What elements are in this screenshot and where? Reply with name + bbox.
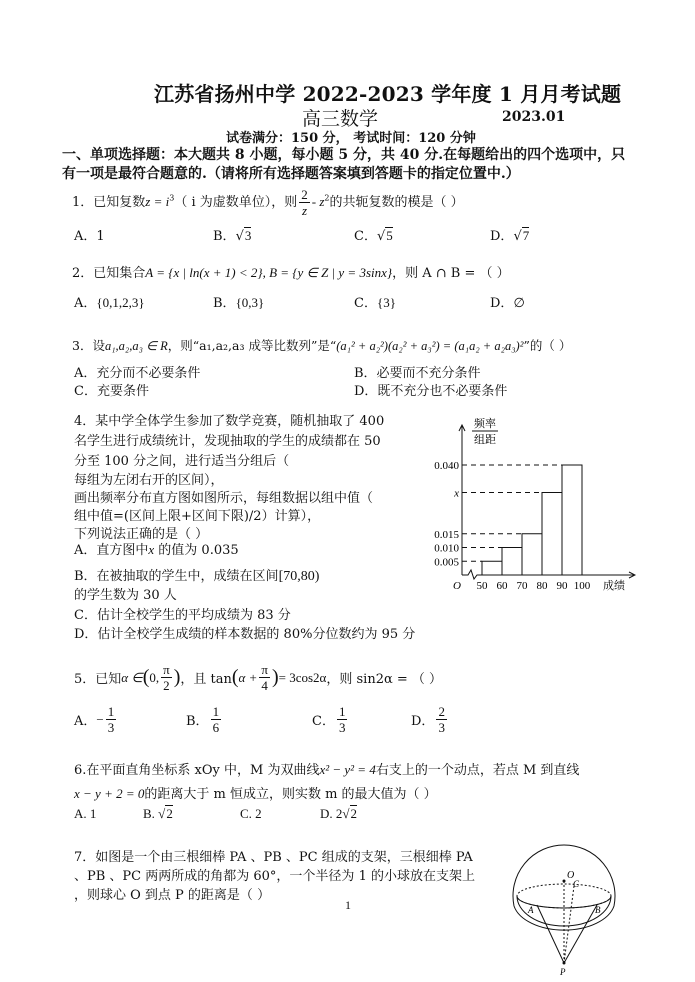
q1-root-c: 5 [386,228,393,243]
section-heading-line2: 有一项是最符合题意的.（请将所有选择题答案填到答题卡的指定位置中.） [62,166,520,182]
q3-option-c: C．充要条件 [74,384,149,399]
q4-line-3: 分至 100 分之间，进行适当分组后（ [74,454,290,469]
question-1 [72,188,464,217]
q4-line-1: 4．某中学全体学生参加了数学竞赛，随机抽取了 400 [74,414,385,429]
exam-meta: 试卷满分：150 分， 考试时间：120 分钟 [226,131,476,146]
y-label-denominator: 组距 [474,434,496,446]
x-tick-label: 60 [496,580,508,592]
exam-subject: 高三数学 [302,108,379,130]
center-o [563,880,566,883]
q1-option-a: A．1 [74,229,105,244]
section-heading-line1: 一、单项选择题：本大题共 8 小题，每小题 5 分，共 40 分.在每题给出的四个选项中，只 [62,147,626,163]
x-tick-label: 90 [556,580,568,592]
q1-minus-z: - z [311,194,325,209]
q5-option-c: C． $\frac{1}{3}$ [312,704,346,735]
histogram-bar [502,548,522,576]
label-o: O [567,870,575,881]
q4-option-b: B．在被抽取的学生中，成绩在区间[70,80) [74,569,320,584]
label-a: A [528,905,534,915]
rod-pa [537,905,564,963]
x-tick-label: 50 [476,580,488,592]
exam-date: 2023.01 [502,109,566,125]
q5-pi-over-2: $\frac{\pi}{2}$ [163,662,170,693]
x-axis-label: 成绩 [603,580,625,592]
histogram-bar [562,465,582,575]
origin-label: O [453,580,461,592]
q3-option-a: A．充分而不必要条件 [74,366,201,381]
q4-option-c: C．估计全校学生的平均成绩为 83 分 [74,608,291,623]
question-7-line3: ，则球心 O 到点 P 的距离是（ ） [74,888,271,903]
y-tick-label: 0.040 [434,460,459,472]
sphere-tripod-figure [500,820,660,978]
rod-pc [564,886,574,963]
y-tick-label: 0.010 [434,542,459,555]
q5-option-b: B． $\frac{1}{6}$ [186,704,220,735]
q1-suffix: 的共轭复数的模是（ ） [329,195,464,210]
q6-option-a: A. 1 [74,806,97,821]
q1-exp2: 2 [324,193,330,203]
q1-option-c: C．√5 [354,228,393,244]
q4-option-b-line2: 的学生数为 30 人 [74,588,177,603]
question-6-line2: x − y + 2 = 0的距离大于 m 恒成立，则实数 m 的最大值为（ ） [74,786,437,802]
q4-line-6: 组中值=(区间上限+区间下限)/2）计算）， [74,509,321,524]
page-number: 1 [345,898,351,912]
q1-mid: （ i 为虚数单位），则 [174,195,298,210]
question-5: 5．已知 α ∈ ( 0, $\frac{\pi}{2}$ ) ，且 tan ( α + $\frac{\pi}{4}$ ) = 3cos2α ，则 sin2α = （ ） [74,662,443,693]
q1-root-d: 7 [522,228,530,243]
y-tick-label: 0.015 [434,528,459,541]
x-tick-label: 100 [573,580,591,592]
q3-option-d: D．既不充分也不必要条件 [354,384,508,399]
q1-exp: 3 [169,193,175,203]
q5-pi-over-4: $\frac{\pi}{4}$ [261,662,268,693]
histogram-bar [522,534,542,575]
question-2: 2．已知集合A = {x | ln(x + 1) < 2}, B = {y ∈ Z | y = 3sinx}，则 A ∩ B = （ ） [72,265,510,281]
q6-option-d: D. 2√2 [320,806,358,821]
histogram-bar [542,493,562,576]
q1-prefix: 1．已知复数 [72,195,146,210]
point-p [563,962,566,965]
q6-option-c: C. 2 [240,806,262,821]
q3-option-b: B．必要而不充分条件 [354,366,481,381]
question-7-line2: 、PB 、PC 两两所成的角都为 60°，一个半径为 1 的小球放在支架上 [74,869,475,884]
exam-title: 江苏省扬州中学 2022-2023 学年度 1 月月考试题 [154,82,622,106]
q6-option-b: B. √2 [143,806,173,821]
q1-option-b: B．√3 [213,228,252,244]
label-b: B [595,905,601,915]
q4-line-5: 画出频率分布直方图如图所示，每组数据以组中值（ [74,491,374,506]
x-tick-label: 80 [536,580,548,592]
q1-z-def: z = i [145,194,170,209]
rod-pb [564,905,597,963]
q2-option-a: A．{0,1,2,3} [74,295,145,311]
q4-line-2: 名学生进行成绩统计，发现抽取的学生的成绩都在 50 [74,434,381,449]
question-6-line1: 6.在平面直角坐标系 xOy 中，M 为双曲线x² − y² = 4右支上的一个动点，若点 M 到直线 [74,762,580,778]
question-3: 3．设a₁,a₂,a₃ ∈ R，则“a₁,a₂,a₃ 成等比数列”是“(a₁² + a₂²)(a₂² + a₃²) = (a₁a₂ + a₂a₃)²”的（ ） [72,338,572,353]
label-c: C [573,879,580,889]
y-tick-label: x [454,487,459,500]
q2-sets: A = {x | ln(x + 1) < 2}, B = {y ∈ Z | y = 3sinx} [145,265,393,280]
q2-option-d: D．∅ [490,295,525,311]
q2-option-b: B．{0,3} [213,295,265,311]
q2-option-c: C．{3} [354,295,396,311]
q1-fraction: $\frac{2}{z}$ [301,187,308,218]
histogram-bar [482,561,502,575]
question-7-line1: 7．如图是一个由三根细棒 PA 、PB 、PC 组成的支架，三根细棒 PA [74,850,473,865]
q1-option-d: D．√7 [490,228,530,244]
q3-expression: (a₁² + a₂²)(a₂² + a₃²) = (a₁a₂ + a₂a₃)² [336,339,524,353]
q4-line-7: 下列说法正确的是（ ） [74,527,209,542]
frequency-histogram [420,405,660,600]
q1-root-b: 3 [244,228,252,243]
x-tick-label: 70 [516,580,528,592]
y-tick-label: 0.005 [434,556,459,569]
q5-option-d: D． $\frac{2}{3}$ [411,704,445,735]
label-p: P [560,967,566,977]
q4-option-a: A．直方图中x 的值为 0.035 [74,542,239,558]
q4-option-d: D．估计全校学生成绩的样本数据的 80%分位数约为 95 分 [74,627,416,642]
q4-line-4: 每组为左闭右开的区间）， [74,473,224,488]
y-label-numerator: 频率 [474,418,496,430]
q5-option-a: A． − $\frac{1}{3}$ [74,704,115,735]
